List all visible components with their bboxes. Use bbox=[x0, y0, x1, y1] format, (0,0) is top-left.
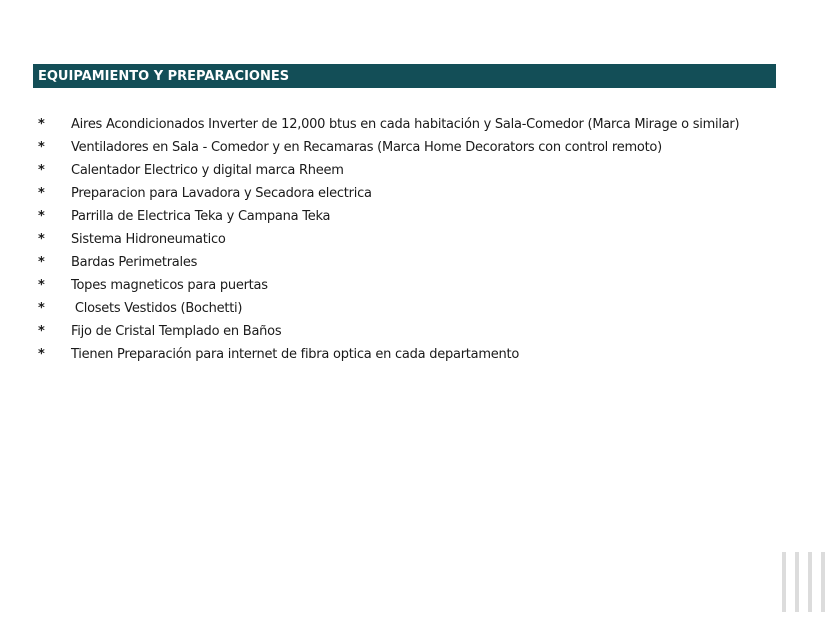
bullet-asterisk: * bbox=[38, 209, 45, 224]
bullet-asterisk: * bbox=[38, 347, 45, 362]
bullet-asterisk: * bbox=[38, 163, 45, 178]
list-item-text: Closets Vestidos (Bochetti) bbox=[71, 301, 243, 316]
decorative-stripe bbox=[821, 552, 825, 612]
list-item-text: Tienen Preparación para internet de fibra optica en cada departamento bbox=[71, 347, 520, 362]
list-item-text: Parrilla de Electrica Teka y Campana Teka bbox=[71, 209, 331, 224]
decorative-stripe bbox=[808, 552, 812, 612]
list-item-text: Calentador Electrico y digital marca Rheem bbox=[71, 163, 344, 178]
bullet-asterisk: * bbox=[38, 117, 45, 132]
decorative-stripes bbox=[780, 552, 832, 612]
bullet-asterisk: * bbox=[38, 186, 45, 201]
section-title: EQUIPAMIENTO Y PREPARACIONES bbox=[38, 68, 290, 84]
list-item-text: Fijo de Cristal Templado en Baños bbox=[71, 324, 282, 339]
bullet-asterisk: * bbox=[38, 255, 45, 270]
list-item-text: Aires Acondicionados Inverter de 12,000 btus en cada habitación y Sala-Comedor (Marca Mirage o similar) bbox=[71, 117, 740, 132]
list-item-text: Preparacion para Lavadora y Secadora electrica bbox=[71, 186, 372, 201]
list-item-text: Bardas Perimetrales bbox=[71, 255, 198, 270]
bullet-asterisk: * bbox=[38, 232, 45, 247]
bullet-asterisk: * bbox=[38, 140, 45, 155]
section-header-bar bbox=[33, 64, 776, 88]
bullet-asterisk: * bbox=[38, 301, 45, 316]
list-item-text: Ventiladores en Sala - Comedor y en Recamaras (Marca Home Decorators con control remoto) bbox=[71, 140, 662, 155]
bullet-asterisk: * bbox=[38, 324, 45, 339]
bullet-asterisk: * bbox=[38, 278, 45, 293]
list-item-text: Topes magneticos para puertas bbox=[71, 278, 268, 293]
decorative-stripe bbox=[782, 552, 786, 612]
decorative-stripe bbox=[795, 552, 799, 612]
list-item-text: Sistema Hidroneumatico bbox=[71, 232, 226, 247]
